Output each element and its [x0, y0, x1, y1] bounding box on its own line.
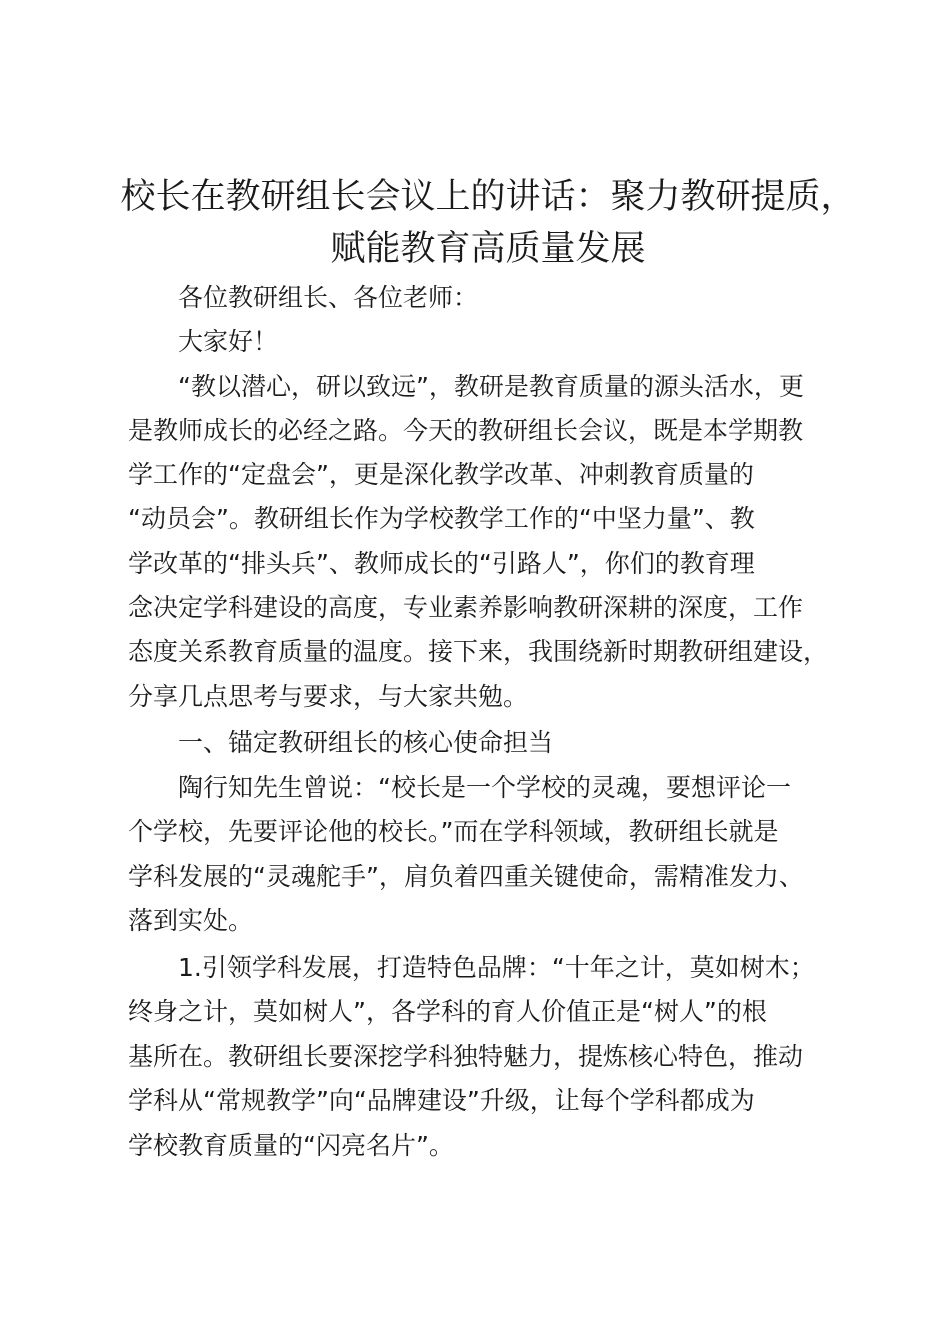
- paragraph-3-line-1: 1.引领学科发展，打造特色品牌：“十年之计，莫如树木；: [178, 953, 815, 982]
- paragraph-2-line-2: 个学校，先要评论他的校长。”而在学科领域，教研组长就是: [128, 817, 779, 846]
- paragraph-1-line-6: 念决定学科建设的高度，专业素养影响教研深耕的深度，工作: [128, 593, 804, 622]
- title-line-2: 赋能教育高质量发展: [330, 229, 646, 269]
- paragraph-1-line-3: 学工作的“定盘会”，更是深化教学改革、冲刺教育质量的: [128, 460, 754, 489]
- paragraph-2-line-4: 落到实处。: [128, 906, 254, 935]
- paragraph-1-line-5: 学改革的“排头兵”、教师成长的“引路人”，你们的教育理: [128, 549, 755, 578]
- title-line-1: 校长在教研组长会议上的讲话：聚力教研提质，: [120, 177, 856, 217]
- paragraph-3-line-2: 终身之计，莫如树人”，各学科的育人价值正是“树人”的根: [128, 997, 767, 1026]
- document-title: [120, 171, 856, 275]
- paragraph-1-line-7: 态度关系教育质量的温度。接下来，我围绕新时期教研组建设，: [128, 637, 829, 666]
- paragraph-2-line-3: 学科发展的“灵魂舵手”，肩负着四重关键使命，需精准发力、: [128, 862, 804, 891]
- paragraph-1-line-2: 是教师成长的必经之路。今天的教研组长会议，既是本学期教: [128, 416, 804, 445]
- paragraph-3-line-3: 基所在。教研组长要深挖学科独特魅力，提炼核心特色，推动: [128, 1042, 804, 1071]
- paragraph-3-line-4: 学科从“常规教学”向“品牌建设”升级，让每个学科都成为: [128, 1086, 755, 1115]
- paragraph-1-line-8: 分享几点思考与要求，与大家共勉。: [128, 682, 529, 711]
- paragraph-1-line-4: “动员会”。教研组长作为学校教学工作的“中坚力量”、教: [128, 504, 755, 533]
- salutation: 各位教研组长、各位老师：: [178, 283, 479, 312]
- greeting: 大家好！: [178, 327, 279, 356]
- paragraph-1-line-1: “教以潜心，研以致远”，教研是教育质量的源头活水，更: [178, 372, 804, 401]
- paragraph-2-line-1: 陶行知先生曾说：“校长是一个学校的灵魂，要想评论一: [178, 773, 791, 802]
- paragraph-3-line-5: 学校教育质量的“闪亮名片”。: [128, 1131, 454, 1160]
- section-heading-1: 一、锚定教研组长的核心使命担当: [178, 728, 554, 757]
